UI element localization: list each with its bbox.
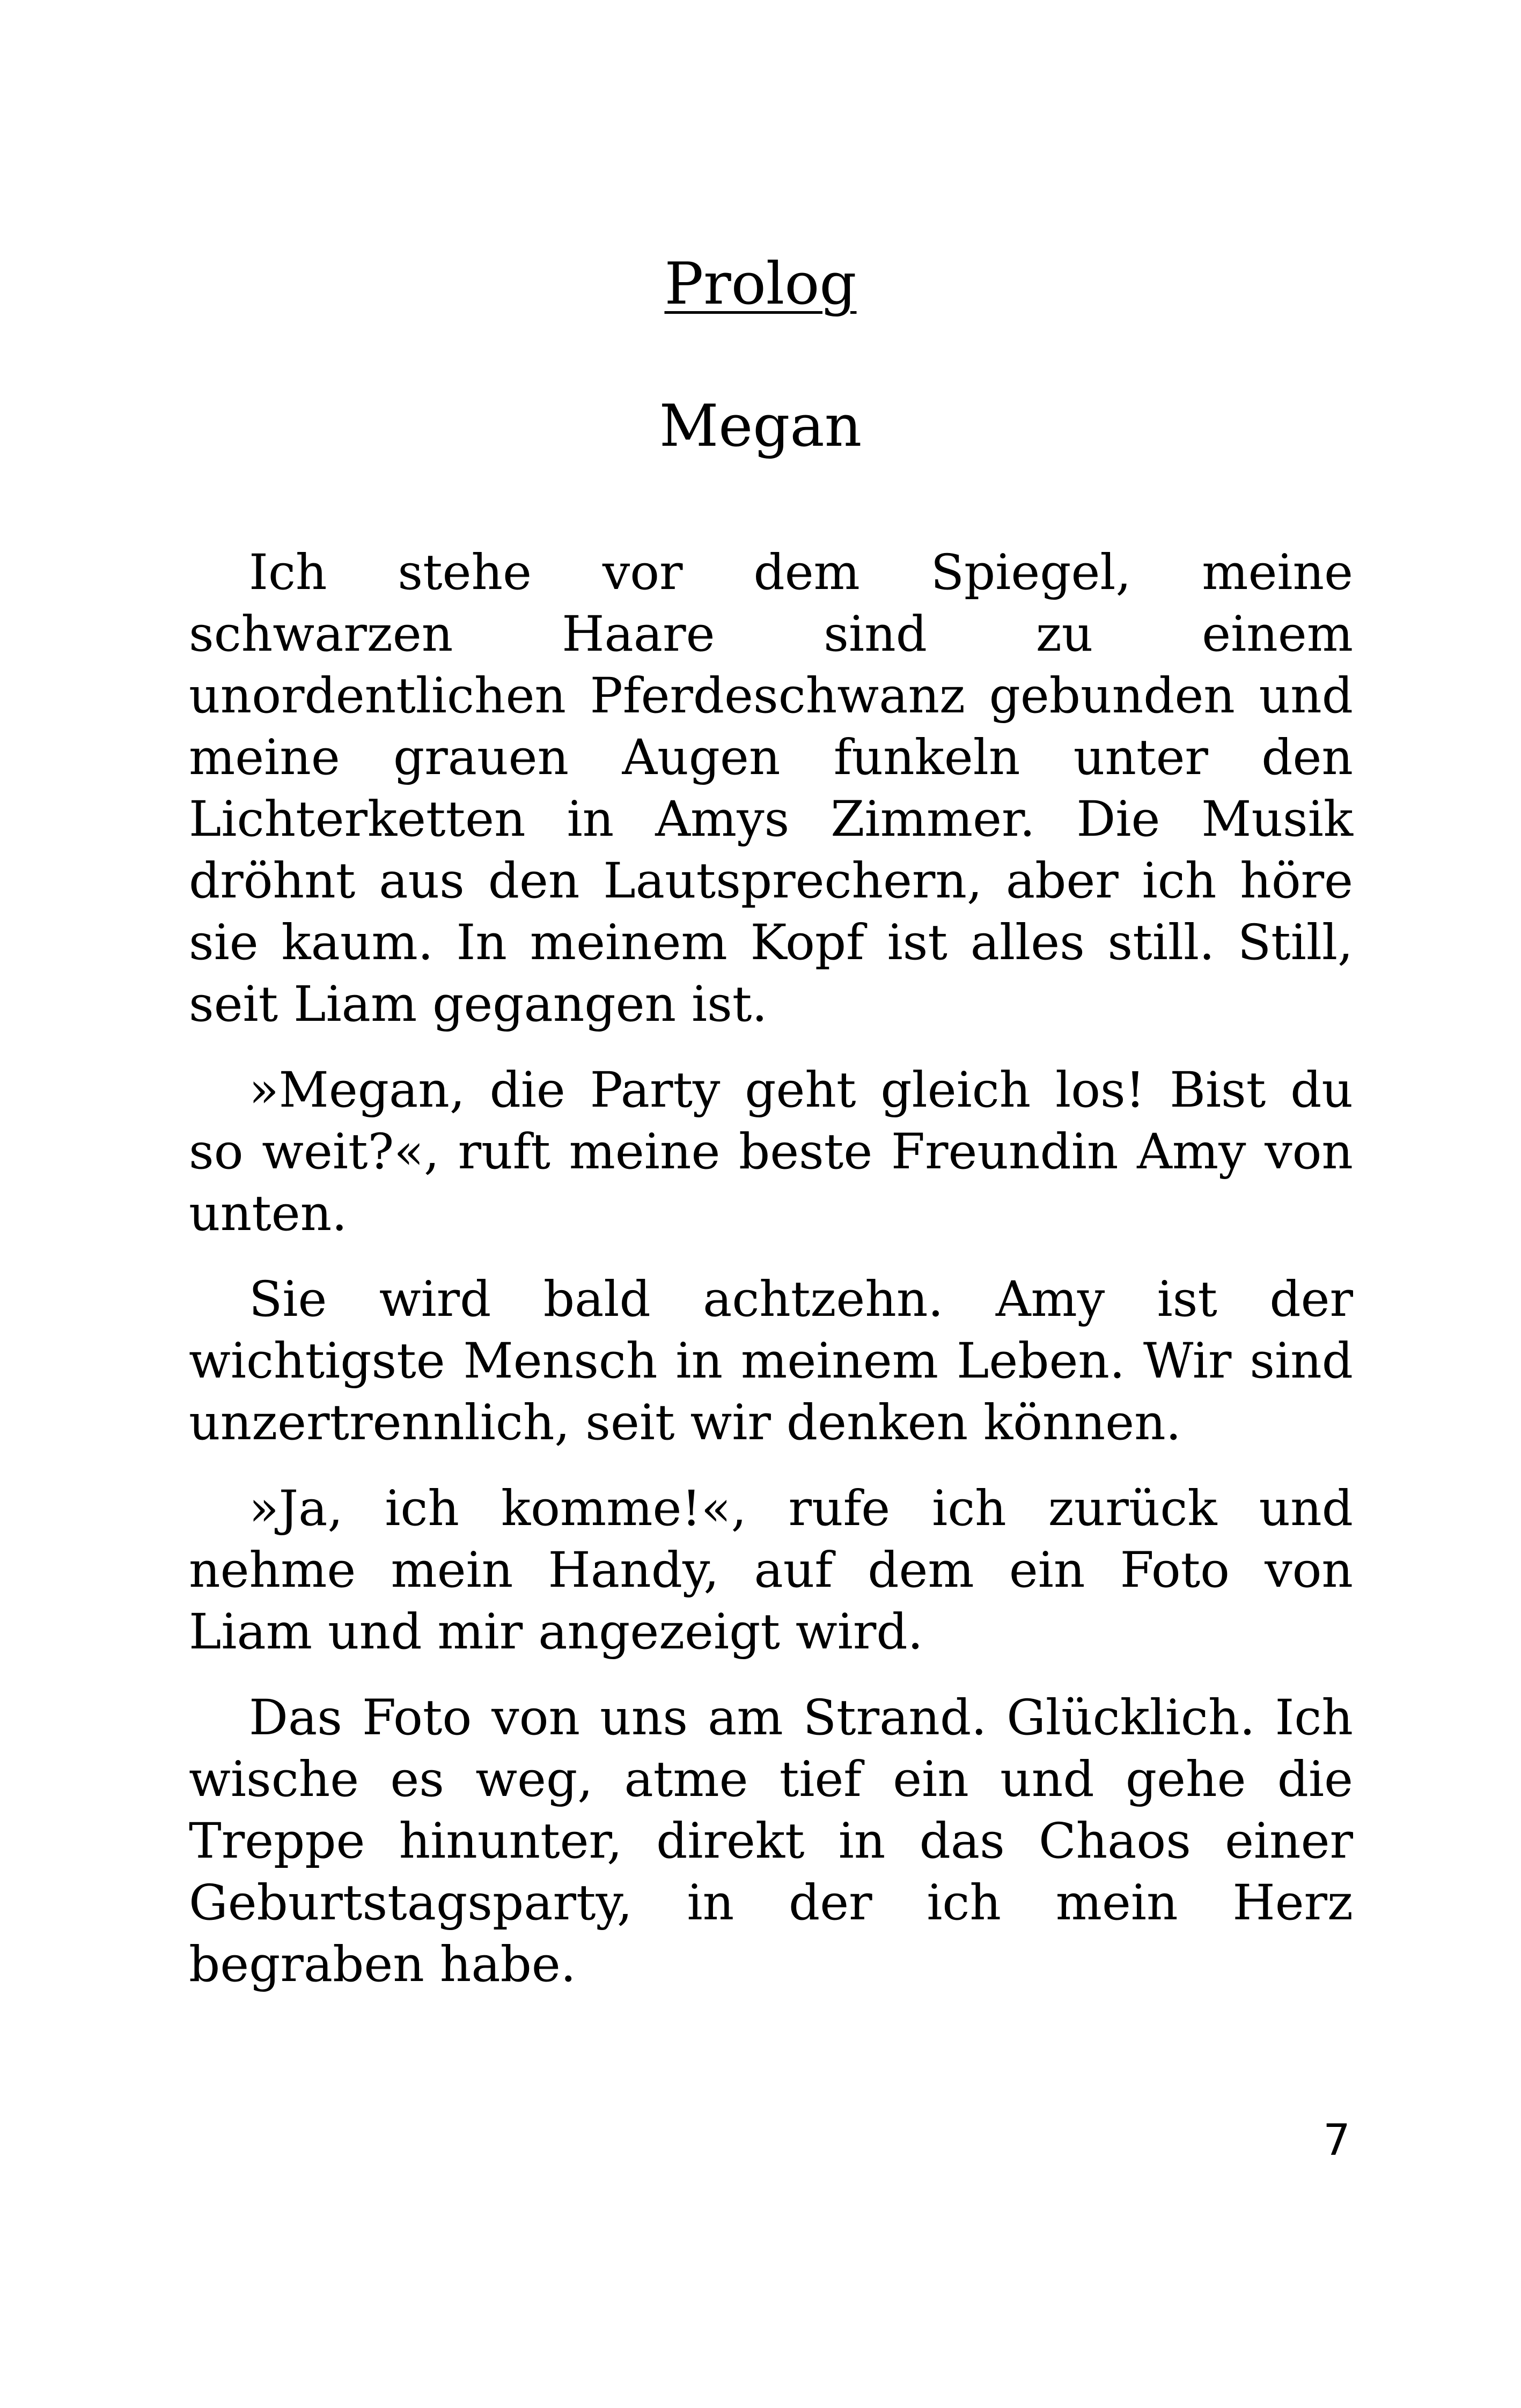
paragraph-1: Ich stehe vor dem Spiegel, meine schwarzen Haare sind zu einem unordentlichen Pferdeschwanz gebunden und meine grauen Augen funkeln unter den Lichterketten in Amys Zimmer. Die Musik dröhnt aus den Lautsprechern, aber ich höre sie kaum. In meinem Kopf ist alles still. Still, seit Liam gegangen ist. <box>189 544 1353 1033</box>
paragraph-4: »Ja, ich komme!«, rufe ich zurück und nehme mein Handy, auf dem ein Foto von Liam und mir angezeigt wird. <box>189 1481 1353 1660</box>
chapter-title: Prolog <box>664 251 857 318</box>
paragraph-2: »Megan, die Party geht gleich los! Bist du so weit?«, ruft meine beste Freundin Amy von unten. <box>189 1062 1353 1242</box>
paragraph-5: Das Foto von uns am Strand. Glücklich. Ich wische es weg, atme tief ein und gehe die Treppe hinunter, direkt in das Chaos einer Geburtstagsparty, in der ich mein Herz begraben habe. <box>189 1690 1353 1993</box>
body-text <box>189 542 1353 2020</box>
page-number: 7 <box>1323 2115 1350 2165</box>
paragraph-3: Sie wird bald achtzehn. Amy ist der wichtigste Mensch in meinem Leben. Wir sind unzertrennlich, seit wir denken können. <box>189 1271 1353 1451</box>
pov-character-name: Megan <box>659 393 862 460</box>
